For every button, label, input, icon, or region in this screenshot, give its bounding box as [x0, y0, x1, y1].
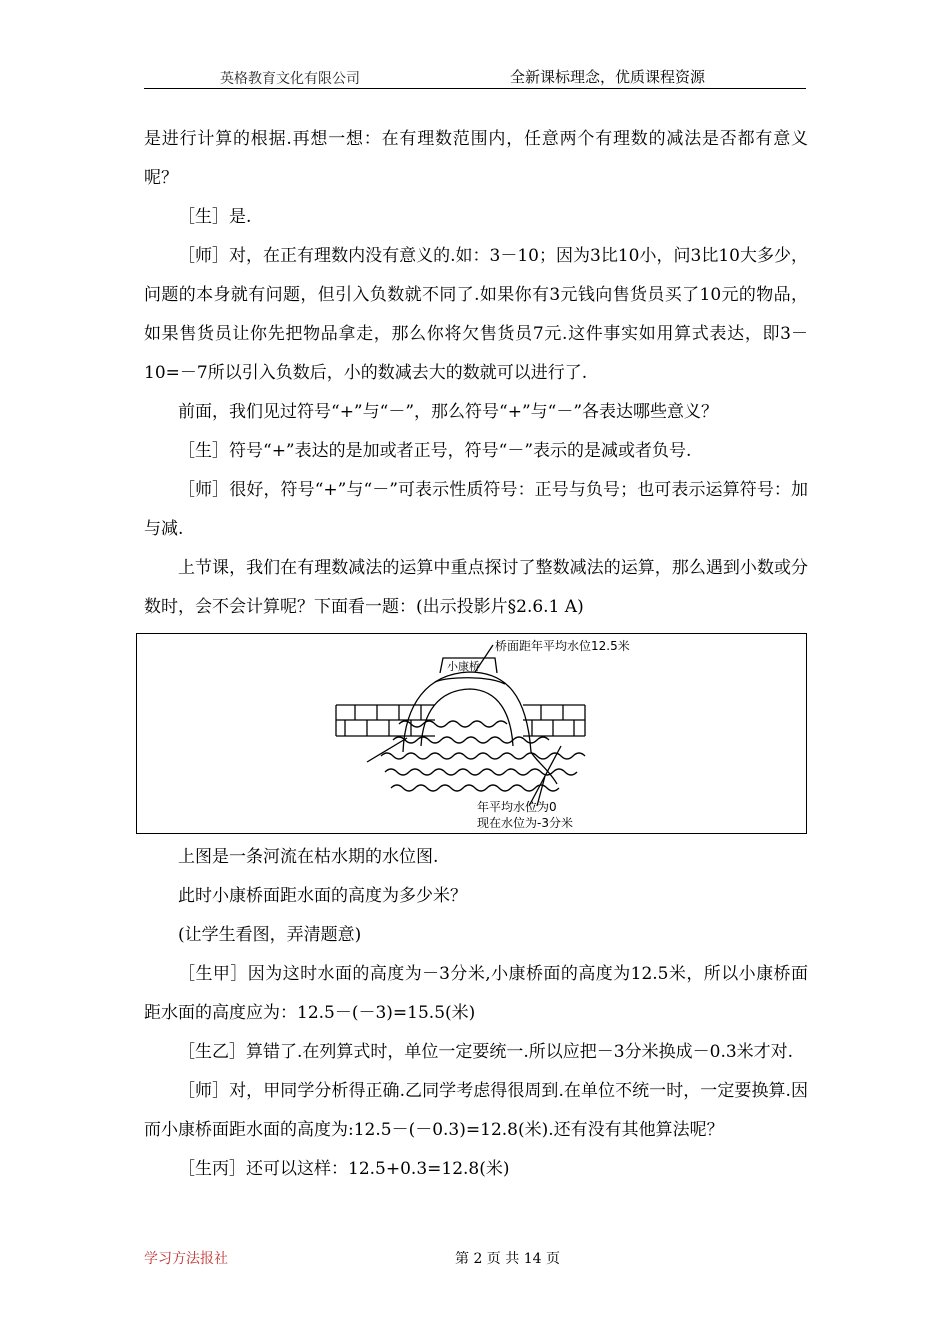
paragraph: 是进行计算的根据.再想一想：在有理数范围内，任意两个有理数的减法是否都有意义呢？ [144, 129, 808, 188]
average-water-level-label: 年平均水位为0 [477, 800, 557, 814]
bridge-outer-arch [403, 672, 531, 752]
paragraph: ［生乙］算错了.在列算式时，单位一定要统一.所以应把－3分米换成－0.3米才对. [178, 1042, 794, 1062]
paragraph: (让学生看图，弄清题意) [178, 925, 362, 945]
paragraph: 上节课，我们在有理数减法的运算中重点探讨了整数减法的运算，那么遇到小数或分数时，会不会计算呢？下面看一题：(出示投影片§2.6.1 A) [144, 558, 808, 617]
header-divider [144, 88, 806, 89]
paragraph: ［师］对，甲同学分析得正确.乙同学考虑得很周到.在单位不统一时，一定要换算.因而小康桥面距水面的高度为:12.5－(－0.3)=12.8(米).还有没有其他算法呢？ [144, 1081, 808, 1140]
body-text-upper [144, 120, 808, 627]
current-water-level-label: 现在水位为-3分米 [477, 816, 573, 830]
body-text-lower [144, 838, 808, 1189]
paragraph: ［生丙］还可以这样：12.5+0.3=12.8(米) [178, 1159, 510, 1179]
paragraph: ［生］符号“+”表达的是加或者正号，符号“－”表示的是减或者负号. [178, 441, 692, 461]
header-slogan: 全新课标理念，优质课程资源 [510, 68, 706, 86]
footer-page-number: 第 2 页 共 14 页 [455, 1251, 560, 1267]
paragraph: 此时小康桥面距水面的高度为多少米？ [178, 886, 467, 906]
paragraph: ［生］是. [178, 207, 252, 227]
right-brick-wall [523, 705, 585, 736]
paragraph: ［师］对，在正有理数内没有意义的.如：3－10；因为3比10小，问3比10大多少，问题的本身就有问题，但引入负数就不同了.如果你有3元钱向售货员买了10元的物品，如果售货员让你先把物品拿走，那么你将欠售货员7元.这件事实如用算式表达，即3－10=－7所以引入负数后，小的数减去大的数就可以进行了. [144, 246, 808, 383]
header-company: 英格教育文化有限公司 [220, 71, 360, 87]
bridge-name-label: 小康桥 [447, 660, 480, 673]
bridge-inner-arch [421, 689, 513, 746]
paragraph: 前面，我们见过符号“+”与“－”，那么符号“+”与“－”各表达哪些意义？ [178, 402, 719, 422]
paragraph: ［生甲］因为这时水面的高度为－3分米,小康桥面的高度为12.5米，所以小康桥面距水面的高度应为：12.5－(－3)=15.5(米) [144, 964, 808, 1023]
bridge-height-label: 桥面距年平均水位12.5米 [495, 639, 630, 653]
paragraph: 上图是一条河流在枯水期的水位图. [178, 847, 439, 867]
bridge-diagram [137, 634, 808, 835]
bridge-water-level-figure [136, 633, 807, 834]
paragraph: ［师］很好，符号“+”与“－”可表示性质符号：正号与负号；也可表示运算符号：加与减. [144, 480, 808, 539]
left-brick-wall [336, 705, 435, 736]
water-waves [367, 721, 585, 791]
footer-publisher: 学习方法报社 [144, 1251, 228, 1267]
